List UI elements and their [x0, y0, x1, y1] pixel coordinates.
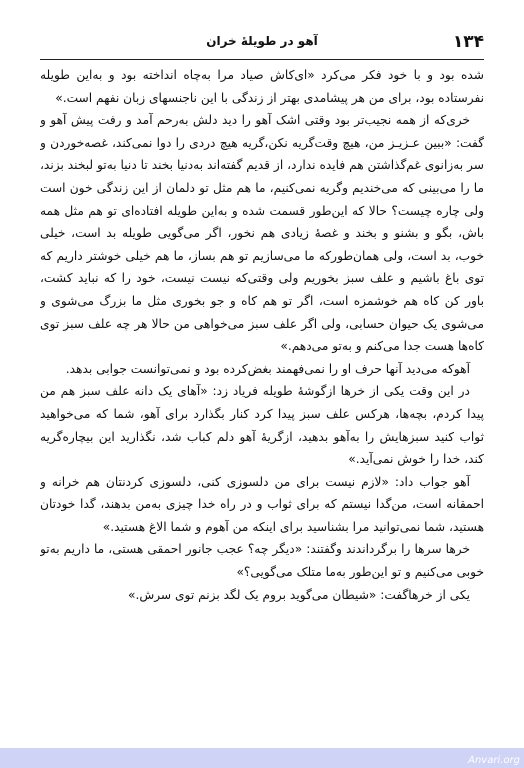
paragraph: در این وقت یکی از خرها ازگوشهٔ طویله فریاد زد: «آهای یک دانه علف سبز هم من پیدا کردم، بچه‌ها، هرکس علف سبز پیدا کرد کنار بگذارد برای آهو، شما که می‌خواهید ثواب کنید سبزهایش را به‌آهو بدهید، ازگریهٔ آهو دلم کباب شد، نگذارید این بیچاره‌گریه کند، خدا را خوش نمی‌آید.»	[40, 384, 484, 467]
watermark: Anvari.org	[468, 755, 520, 766]
paragraph: خری‌که از همه نجیب‌تر بود وقتی اشک آهو را دید دلش به‌رحم آمد و رفت پیش آهو و گفت: «ببین عـزیـز من، هیچ وقت‌گریه نکن،گریه هیچ دردی را دوا نمی‌کند، غصه‌خوردن و سر به‌زانوی غم‌گذاشتن هم فایده ندارد، از قدیم گفته‌اند به‌دنیا بخند تا دنیا به‌تو لبخند بزند، ما را می‌بینی که می‌خندیم وگریه نمی‌کنیم، ما هم مثل تو دلمان از این زندگی خون است ولی چاره چیست؟ حالا که این‌طور قسمت شده و به‌این طویله افتاده‌ای تو هم مثل همه باش، بگو و بشنو و بخند و غصهٔ زیادی هم نخور، اگر می‌گویی طویله بد است، خیلی خوب، بد است، ولی همان‌طور‌که ما می‌سازیم تو هم بساز، ما هم خیلی خوشتر داریم که توی باغ باشیم و علف سبز بخوریم ولی وقتی‌که نیست نیست، خود را که نباید کشت، باور کن کاه هم خوشمزه است، اگر تو هم کاه و جو بخوری مثل ما بزرگ می‌شوی و می‌شوی یک حیوان حسابی، ولی اگر علف سبز می‌خواهی من حالا هر چه علف سبز توی کاه‌ها هست جدا می‌کنم و به‌تو می‌دهم.»	[40, 113, 484, 354]
header-divider	[40, 59, 484, 60]
running-title: آهو در طویلهٔ خران	[206, 34, 318, 48]
paragraph: خرها سرها را برگرداندند وگفتند: «دیگر چه؟ عجب جانور احمقی هستی، ما داریم به‌تو خوبی می‌کنیم و تو این‌طور به‌ما متلک می‌گویی؟»	[40, 542, 484, 580]
paragraph: آهو جواب داد: «لازم نیست برای من دلسوزی کنی، دلسوزی کردنتان هم خرانه و احمقانه است، من‌گدا نیستم که برای ثواب و در راه خدا چیزی به‌من بدهند، گدا خودتان هستید، شما نمی‌توانید مرا بشناسید برای اینکه من آهوم و شما الاغ هستید.»	[40, 474, 484, 534]
paragraph: یکی از خرهاگفت: «شیطان می‌گوید بروم یک لگد بزنم توی سرش.»	[128, 587, 470, 602]
paragraph: آهوکه می‌دید آنها حرف او را نمی‌فهمند بغض‌کرده بود و نمی‌توانست جوابی بدهد.	[65, 361, 470, 376]
page-number: ۱۳۴	[452, 32, 484, 52]
page-header	[40, 32, 484, 56]
paragraph: شده بود و با خود فکر می‌کرد «ای‌کاش صیاد مرا به‌چاه انداخته بود و به‌این طویله نفرستاده بود، برای من هر پیشامدی بهتر از زندگی با این ناجنسهای زبان نفهم است.»	[40, 68, 484, 105]
footer-bar	[0, 748, 524, 768]
page-body	[40, 64, 484, 724]
